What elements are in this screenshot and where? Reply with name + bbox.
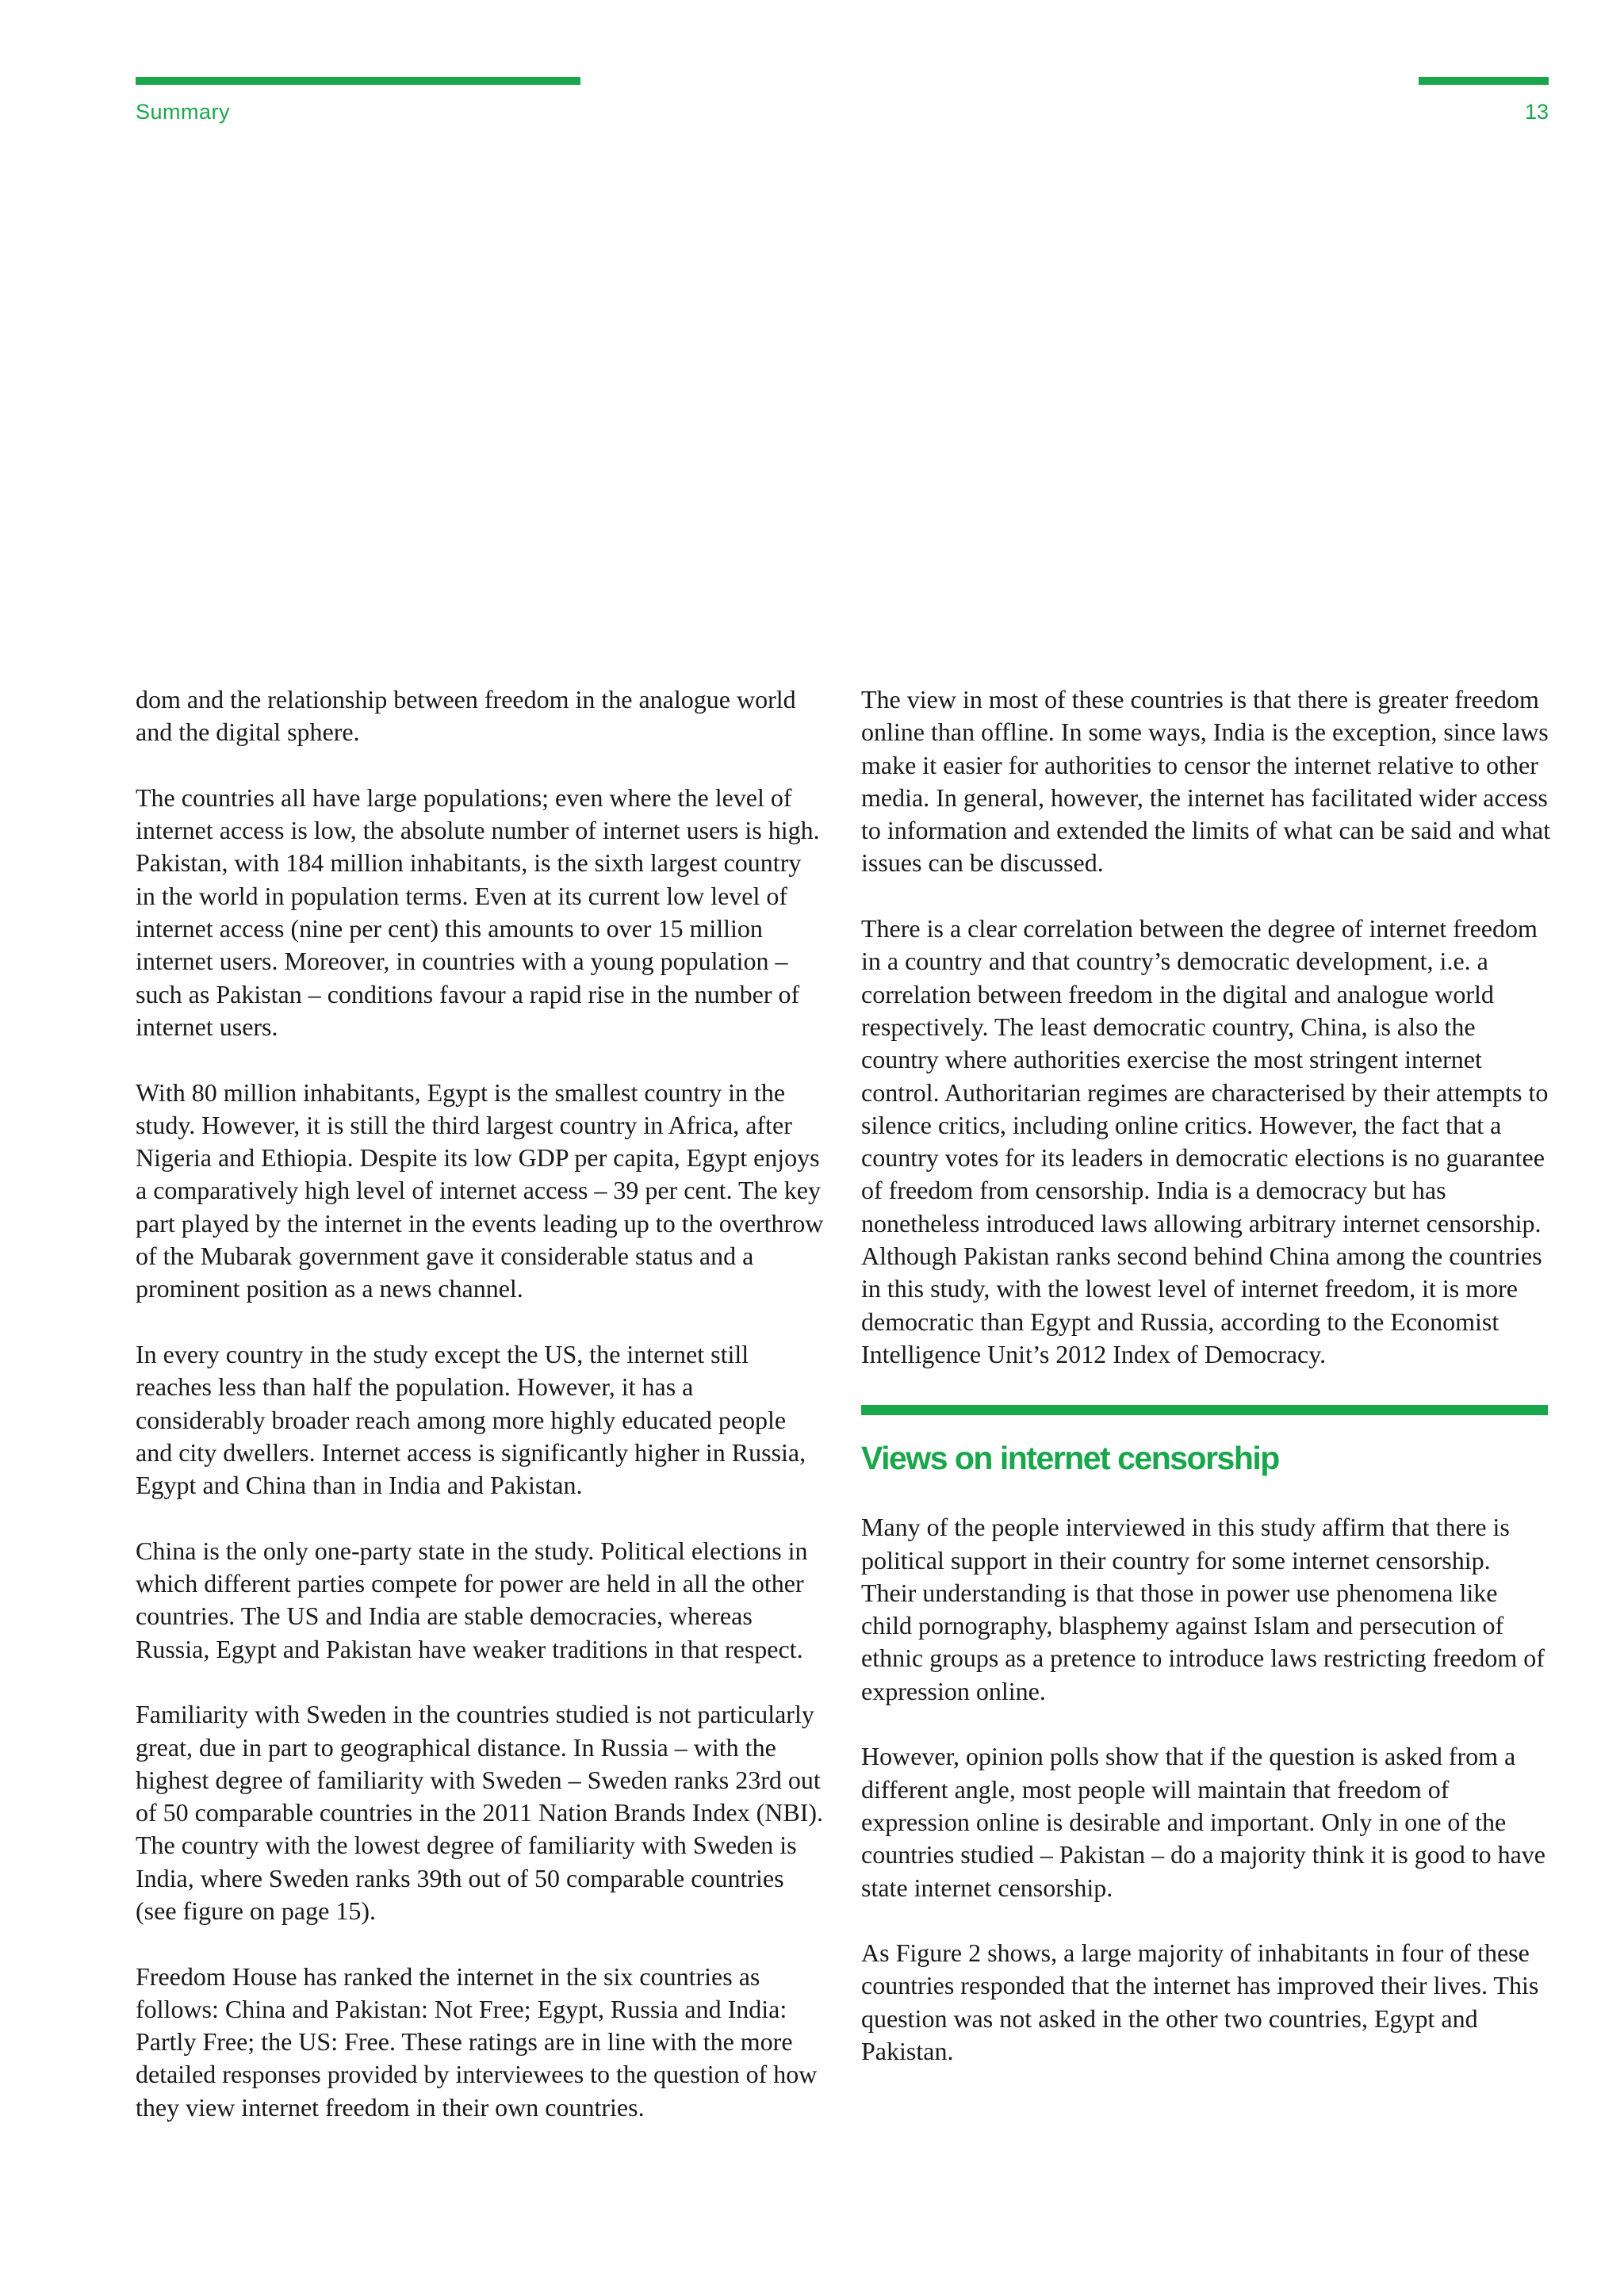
right-column: [861, 683, 1551, 2068]
paragraph: There is a clear correlation between the degree of internet freedom in a country and that country’s democratic development, i.e. a correlation between freedom in the digital and analogue world respectively. The least democratic country, China, is also the country where authorities exercise the most stringent internet control. Authoritarian regimes are characterised by their attempts to silence critics, including online critics. However, the fact that a country votes for its leaders in democratic elections is no guarantee of freedom from censorship. India is a democracy but has nonetheless introduced laws allowing arbitrary internet censorship. Although Pakistan ranks second behind China among the countries in this study, with the lowest level of internet freedom, it is more democratic than Egypt and Russia, according to the Economist Intelligence Unit’s 2012 Index of Democracy.: [861, 914, 1549, 1368]
paragraph: Familiarity with Sweden in the countries studied is not particularly great, due in part to geographical distance. In Russia – with the highest degree of familiarity with Sweden – Sweden ranks 23rd out of 50 comparable countries in the 2011 Nation Brands Index (NBI). The country with the lowest degree of familiarity with Sweden is India, where Sweden ranks 39th out of 50 comparable countries (see figure on page 15).: [136, 1700, 824, 1925]
paragraph: The countries all have large populations; even where the level of internet access is low, the absolute number of internet users is high. Pakistan, with 184 million inhabitants, is the sixth largest country in the world in population terms. Even at its current low level of internet access (nine per cent) this amounts to over 15 million internet users. Moreover, in countries with a young population – such as Pakistan – conditions favour a rapid rise in the number of internet users.: [136, 783, 820, 1041]
section-heading: Views on internet censorship: [861, 1440, 1279, 1477]
paragraph: However, opinion polls show that if the question is asked from a different angle, most people will maintain that freedom of expression online is desirable and important. Only in one of the countries studied – Pakistan – do a majority think it is good to have state internet censorship.: [861, 1742, 1545, 1902]
running-header-section: Summary: [136, 100, 231, 124]
paragraph: Many of the people interviewed in this study affirm that there is political support in their country for some internet censorship. Their understanding is that those in power use phenomena like child pornography, blasphemy against Islam and persecution of ethnic groups as a pretence to introduce laws restricting freedom of expression online.: [861, 1513, 1545, 1705]
paragraph: With 80 million inhabitants, Egypt is the smallest country in the study. However, it is still the third largest country in Africa, after Nigeria and Ethiopia. Despite its low GDP per capita, Egypt enjoys a comparatively high level of internet access – 39 per cent. The key part played by the internet in the events leading up to the overthrow of the Mubarak government gave it considerable status and a prominent position as a news channel.: [136, 1077, 824, 1303]
header-rule-right: [1419, 77, 1549, 85]
page-number: 13: [1524, 100, 1549, 124]
left-column: [136, 683, 825, 2124]
header-rule-left: [136, 77, 580, 85]
paragraph: Freedom House has ranked the internet in the six countries as follows: China and Pakistan: Not Free; Egypt, Russia and India: Partly Free; the US: Free. These ratings are in line with the more detailed responses provided by interviewees to the question of how they view internet freedom in their own countries.: [136, 1961, 818, 2122]
section-rule: [861, 1405, 1548, 1415]
paragraph: The view in most of these countries is that there is greater freedom online than offline. In some ways, India is the exception, since laws make it easier for authorities to censor the internet relative to other media. In general, however, the internet has facilitated wider access to information and extended the limits of what can be said and what issues can be discussed.: [861, 685, 1551, 878]
paragraph: dom and the relationship between freedom in the analogue world and the digital sphere.: [136, 685, 796, 747]
paragraph: As Figure 2 shows, a large majority of inhabitants in four of these countries responded that the internet has improved their lives. This question was not asked in the other two countries, Egypt and Pakistan.: [861, 1938, 1539, 2065]
paragraph: China is the only one-party state in the study. Political elections in which different parties compete for power are held in all the other countries. The US and India are stable democracies, whereas Russia, Egypt and Pakistan have weaker traditions in that respect.: [136, 1536, 808, 1663]
paragraph: In every country in the study except the US, the internet still reaches less than half the population. However, it has a considerably broader reach among more highly educated people and city dwellers. Internet access is significantly higher in Russia, Egypt and China than in India and Pakistan.: [136, 1339, 806, 1500]
